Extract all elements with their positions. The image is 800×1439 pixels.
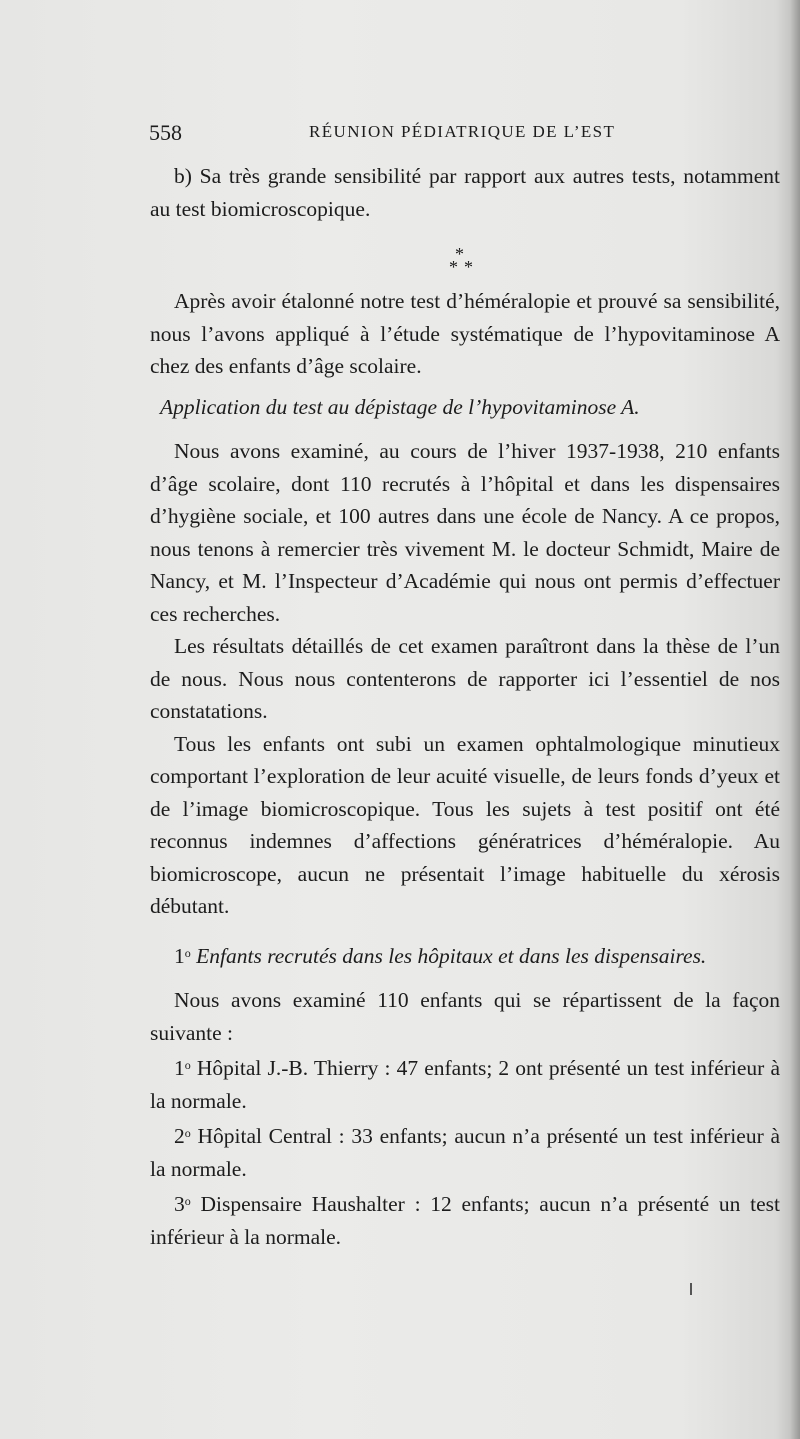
list-item [150, 1185, 780, 1253]
list-item-text: Hôpital J.-B. Thierry : 47 enfants; 2 ont présenté un test inférieur à la normale. [150, 1056, 781, 1113]
body-text [150, 160, 780, 1253]
list-item-text: Hôpital Central : 33 enfants; aucun n’a présenté un test inférieur à la normale. [150, 1124, 780, 1181]
paragraph-ophthalmology: Tous les enfants ont subi un examen ophtalmologique minutieux comportant l’exploration de leur acuité visuelle, de leurs fonds d’yeux et de l’image biomicroscopique. Tous les sujets à test positif ont été reconnus indemnes d’affections génératrices d’héméralopie. Au biomicroscope, aucun ne présentait l’image habituelle du xérosis débutant. [150, 731, 780, 918]
subsection-number: 1 [174, 943, 185, 968]
page-edge-shadow [790, 0, 800, 1439]
stray-ink-mark [690, 1283, 692, 1295]
paragraph-calibration: Après avoir étalonné notre test d’héméralopie et prouvé sa sensibilité, nous l’avons appliqué à l’étude systématique de l’hypovitaminose A chez des enfants d’âge scolaire. [150, 289, 780, 378]
page-number: 558 [149, 120, 182, 145]
section-title: Application du test au dépistage de l’hypovitaminose A. [160, 394, 640, 419]
list-item-text: Dispensaire Haushalter : 12 enfants; aucun n’a présenté un test inférieur à la normale. [150, 1192, 780, 1249]
list-item-number: 1 [174, 1056, 185, 1080]
list-item-number: 3 [174, 1192, 185, 1216]
subsection-heading [150, 937, 780, 973]
list-item [150, 1049, 780, 1117]
running-head: RÉUNION PÉDIATRIQUE DE L’EST [309, 122, 616, 141]
paragraph-results: Les résultats détaillés de cet examen paraîtront dans la thèse de l’un de nous. Nous nous contenterons de rapporter ici l’essentiel de nos constatations. [150, 634, 780, 723]
paragraph-b: b) Sa très grande sensibilité par rapport aux autres tests, notamment au test biomicroscopique. [150, 164, 780, 221]
paragraph-distribution: Nous avons examiné 110 enfants qui se répartissent de la façon suivante : [150, 988, 780, 1045]
asterism: * * * [449, 244, 473, 277]
list-item [150, 1117, 780, 1185]
paragraph-examination: Nous avons examiné, au cours de l’hiver 1937-1938, 210 enfants d’âge scolaire, dont 110 recrutés à l’hôpital et dans les dispensaires d’hygiène sociale, et 100 autres dans une école de Nancy. A ce propos, nous tenons à remercier très vivement M. le docteur Schmidt, Maire de Nancy, et M. l’Inspecteur d’Académie qui nous ont permis d’effectuer ces recherches. [150, 439, 780, 626]
subsection-ordinal: o [184, 945, 191, 960]
subsection-title: Enfants recrutés dans les hôpitaux et dans les dispensaires. [196, 943, 707, 968]
list-item-number: 2 [174, 1124, 185, 1148]
list-item-ordinal: o [184, 1058, 191, 1072]
list-item-ordinal: o [184, 1126, 191, 1140]
list-item-ordinal: o [184, 1194, 191, 1208]
page-header [149, 116, 791, 152]
